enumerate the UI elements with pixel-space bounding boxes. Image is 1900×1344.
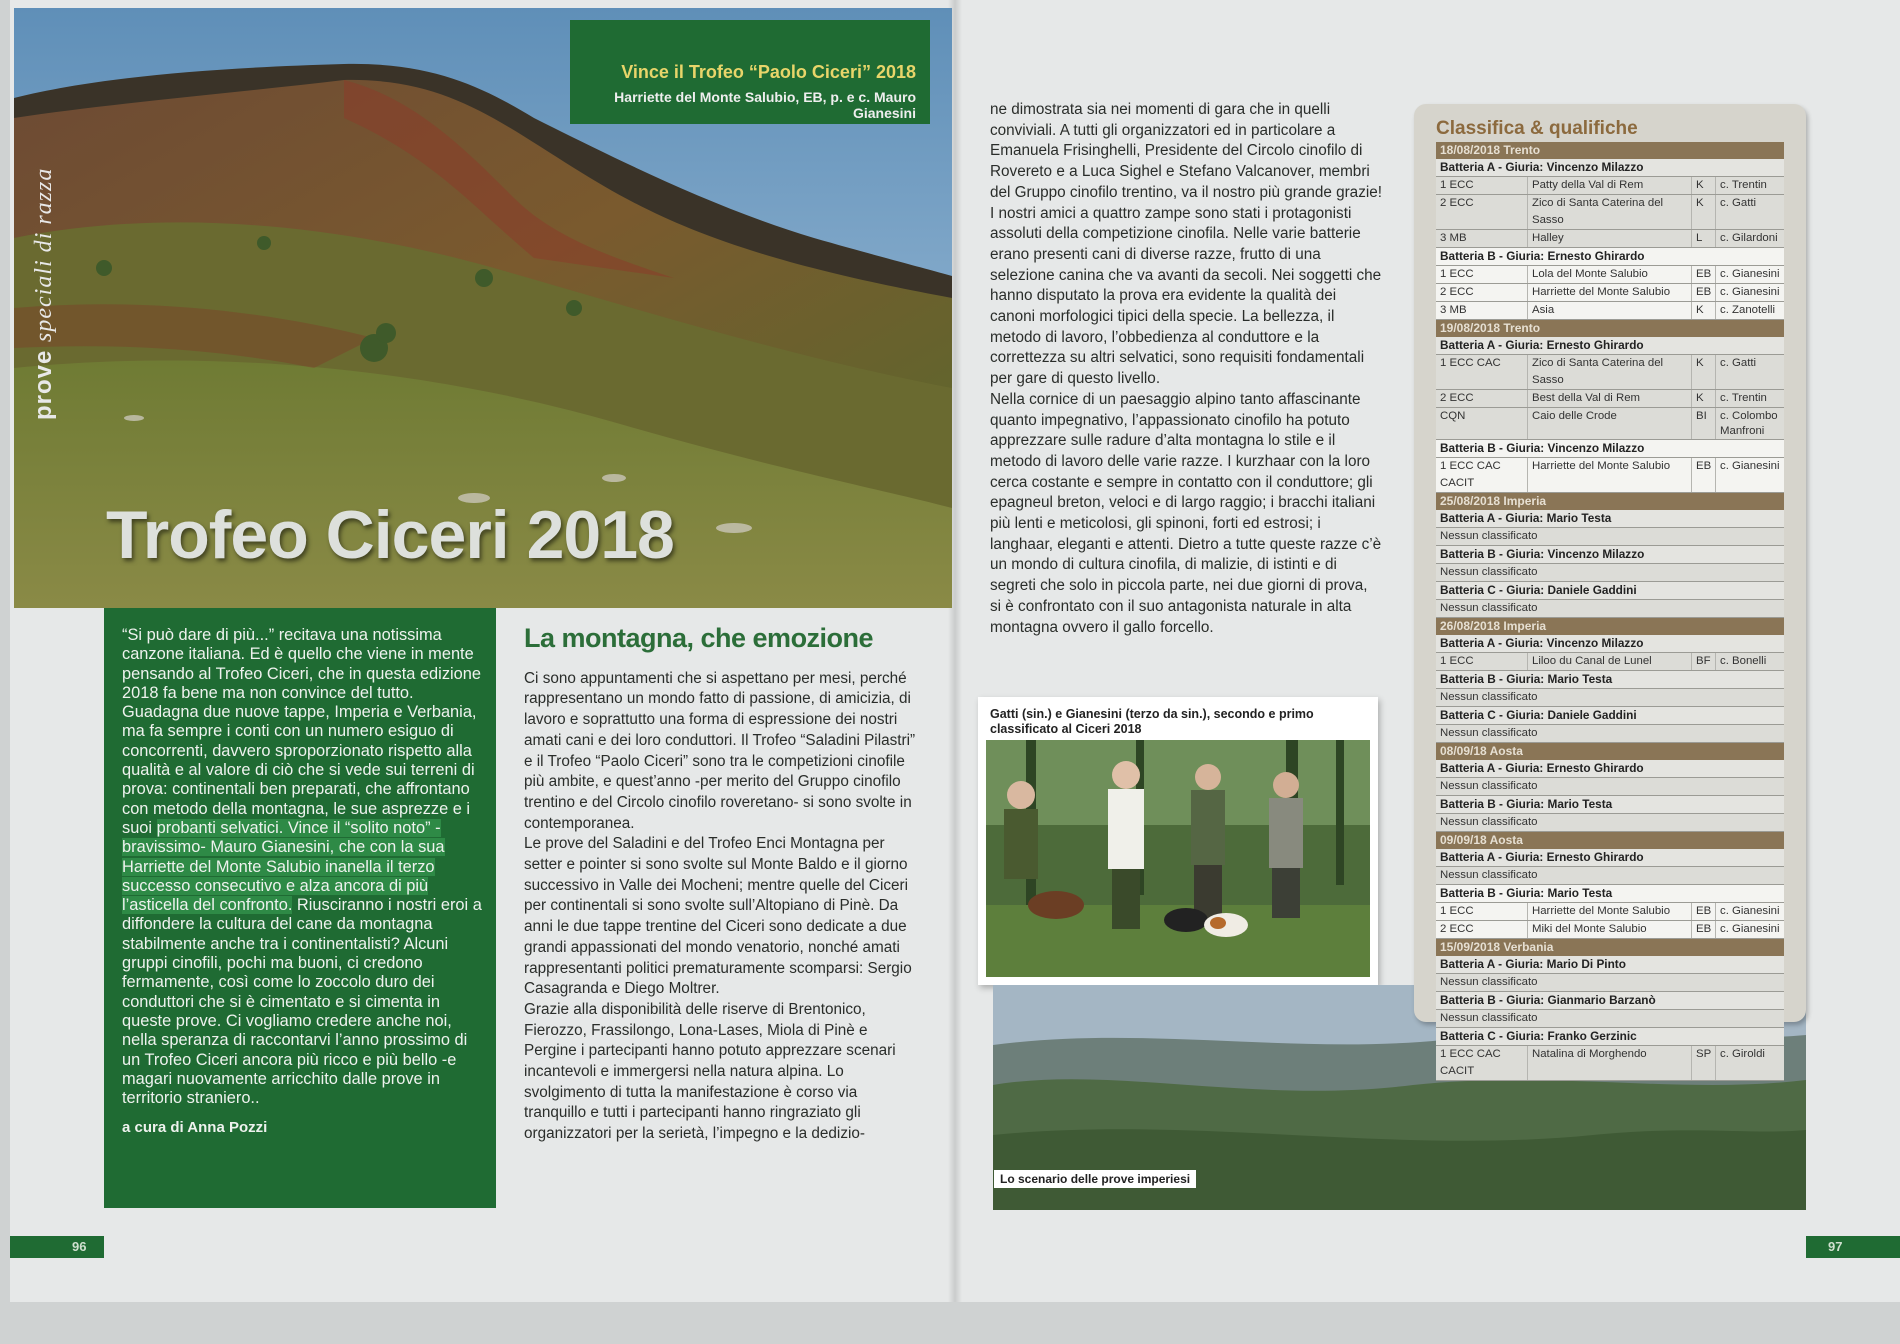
result-qualification: 1 ECC CAC	[1436, 355, 1528, 389]
result-qualification: 1 ECC	[1436, 177, 1528, 194]
battery-label: Batteria A - Giuria: Mario Di Pinto	[1436, 956, 1784, 974]
result-breed: K	[1692, 355, 1716, 389]
result-dog-name: Zico di Santa Caterina del Sasso	[1528, 195, 1692, 229]
article-column-right	[990, 100, 1382, 638]
results-battery	[1436, 760, 1784, 796]
results-title: Classifica & qualifiche	[1436, 118, 1638, 139]
no-classified: Nessun classificato	[1436, 600, 1784, 618]
results-battery	[1436, 796, 1784, 832]
results-date-header: 15/09/2018 Verbania	[1436, 939, 1784, 956]
battery-label: Batteria A - Giuria: Ernesto Ghirardo	[1436, 849, 1784, 867]
battery-label: Batteria A - Giuria: Ernesto Ghirardo	[1436, 337, 1784, 355]
landscape-caption: Lo scenario delle prove imperiesi	[994, 1170, 1196, 1188]
article-body-right: ne dimostrata sia nei momenti di gara che in quelli conviviali. A tutti gli organizzatori ed in particolare a Emanuela Frisinghelli, Presidente del Circolo cinofilo di Rovereto e a Luca Sighel e Stefano Valcanover, membri del Gruppo cinofilo trentino, va il nostro più grande grazie! I nostri amici a quattro zampe sono stati i protagonisti assoluti della competizione cinofila. Nelle varie batterie erano presenti cani di diverse razze, frutto di una selezione canina che va avanti da secoli. Nei soggetti che hanno disputato la prova era evidente la qualità dei canoni morfologici tipici della specie. La bellezza, il metodo di lavoro, l’obbedienza al conduttore e la correttezza su altri selvatici, sono requisiti fondamentali per gare di questo livello. Nella cornice di un paesaggio alpino tanto affascinante quanto impegnativo, l’appassionato cinofilo ha potuto apprezzare sulle radure d’alta montagna lo stile e il metodo di lavoro delle varie razze. I kurzhaar con la loro cerca costante e sempre in contatto con il conduttore; gli epagneul breton, veloci e di largo raggio; i bracchi italiani più lenti e meticolosi, gli spinoni, forti ed estrosi; i langhaar, eleganti e attenti. Dietro a tutte queste razze c’è un mondo di cultura cinofila, di malizie, di istinti e di segreti che solo in piccola parte, nei due giorni di prova, si è confrontato con il suo antagonista naturale in alta montagna ovvero il gallo forcello.	[990, 101, 1382, 636]
result-breed: K	[1692, 302, 1716, 319]
result-handler: c. Gianesini	[1720, 460, 1780, 472]
trophy-winner-box	[570, 20, 930, 124]
no-classified: Nessun classificato	[1436, 725, 1784, 743]
page-number-right: 97	[1806, 1236, 1900, 1258]
result-breed: BI	[1692, 408, 1716, 439]
results-battery	[1436, 337, 1784, 440]
table-row	[1436, 1046, 1784, 1081]
no-classified: Nessun classificato	[1436, 1010, 1784, 1028]
hero-mountain-photo	[14, 8, 952, 608]
result-handler: c. Trentin	[1720, 392, 1767, 404]
trophy-winner: Harriette del Monte Salubio, EB, p. e c. Mauro Gianesini	[614, 89, 916, 121]
battery-label: Batteria B - Giuria: Vincenzo Milazzo	[1436, 546, 1784, 564]
result-handler: c. Gianesini	[1720, 268, 1780, 280]
no-classified: Nessun classificato	[1436, 689, 1784, 707]
result-handler: c. Zanotelli	[1720, 304, 1776, 316]
result-dog-name: Lola del Monte Salubio	[1528, 266, 1692, 283]
result-breed: EB	[1692, 458, 1716, 492]
intro-text-highlight: probanti selvatici. Vince il “solito noto” -bravissimo- Mauro Gianesini, che con la sua Harriette del Monte Salubio inanella il terzo successo consecutivo e alza ancora di più l’asticella del confronto.	[122, 818, 445, 915]
result-qualification: 2 ECC	[1436, 390, 1528, 407]
result-qualification: 2 ECC	[1436, 284, 1528, 301]
author-signature: a cura di Anna Pozzi	[122, 1119, 268, 1137]
results-battery	[1436, 582, 1784, 618]
table-row	[1436, 408, 1784, 440]
result-handler: c. Gatti	[1720, 357, 1757, 369]
result-dog-name: Liloo du Canal de Lunel	[1528, 653, 1692, 670]
result-qualification: 2 ECC	[1436, 921, 1528, 938]
result-handler: c. Bonelli	[1720, 655, 1767, 667]
section-label	[30, 168, 58, 420]
battery-label: Batteria A - Giuria: Mario Testa	[1436, 510, 1784, 528]
results-battery	[1436, 992, 1784, 1028]
battery-label: Batteria B - Giuria: Ernesto Ghirardo	[1436, 248, 1784, 266]
battery-label: Batteria B - Giuria: Vincenzo Milazzo	[1436, 440, 1784, 458]
result-qualification: 2 ECC	[1436, 195, 1528, 229]
no-classified: Nessun classificato	[1436, 814, 1784, 832]
no-classified: Nessun classificato	[1436, 528, 1784, 546]
table-row	[1436, 390, 1784, 408]
table-row	[1436, 458, 1784, 493]
result-dog-name: Patty della Val di Rem	[1528, 177, 1692, 194]
intro-text-part1: “Si può dare di più...” recitava una notissima canzone italiana. Ed è quello che viene in mente pensando al Trofeo Ciceri, che in questa edizione 2018 fa bene ma non convince del tutto. Guadagna due nuove tappe, Imperia e Verbania, ma fa sempre i conti con un numero esiguo di concorrenti, davvero sproporzionato rispetto alla qualità e al valore di ciò che si vede sui terreni di prova: continentali ben preparati, che affrontano con metodo della montagna, le sue asprezze e i suoi	[122, 626, 482, 837]
table-row	[1436, 195, 1784, 230]
result-handler: c. Giroldi	[1720, 1048, 1765, 1060]
battery-label: Batteria B - Giuria: Gianmario Barzanò	[1436, 992, 1784, 1010]
result-dog-name: Zico di Santa Caterina del Sasso	[1528, 355, 1692, 389]
section-label-bold: prove	[30, 349, 57, 420]
result-qualification: 1 ECC	[1436, 266, 1528, 283]
result-dog-name: Asia	[1528, 302, 1692, 319]
result-qualification: 3 MB	[1436, 302, 1528, 319]
article-column-left	[524, 623, 916, 1145]
result-breed: EB	[1692, 921, 1716, 938]
results-battery	[1436, 248, 1784, 320]
no-classified: Nessun classificato	[1436, 564, 1784, 582]
table-row	[1436, 284, 1784, 302]
result-qualification: 3 MB	[1436, 230, 1528, 247]
result-breed: BF	[1692, 653, 1716, 670]
intro-box	[104, 608, 496, 1208]
table-row	[1436, 355, 1784, 390]
battery-label: Batteria B - Giuria: Mario Testa	[1436, 885, 1784, 903]
no-classified: Nessun classificato	[1436, 867, 1784, 885]
result-handler: c. Gianesini	[1720, 905, 1780, 917]
battery-label: Batteria C - Giuria: Franko Gerzinic	[1436, 1028, 1784, 1046]
result-dog-name: Halley	[1528, 230, 1692, 247]
result-handler: c. Colombo Manfroni	[1720, 410, 1778, 437]
article-body-left: Ci sono appuntamenti che si aspettano per mesi, perché rappresentano un mondo fatto di passione, di amicizia, di lavoro e soprattutto una forma di espressione dei nostri amati cani e dei loro conduttori. Il Trofeo “Saladini Pilastri” e il Trofeo “Paolo Ciceri” sono tra le competizioni cinofile più ambite, e quest’anno -per merito del Gruppo cinofilo trentino e del Circolo cinofilo roveretano- si sono svolte in contemporanea. Le prove del Saladini e del Trofeo Enci Montagna per setter e pointer si sono svolte sul Monte Baldo e il giorno successivo in Valle dei Mocheni; mentre quelle del Ciceri per continentali si sono svolte sull’Altopiano di Pinè. Da anni le due tappe trentine del Ciceri sono dedicate a due grandi appassionati del mondo venatorio, nonché amati rappresentanti politici prematuramente scomparsi: Sergio Casagranda e Diego Moltrer. Grazie alla disponibilità delle riserve di Brentonico, Fierozzo, Frassilongo, Lona-Lases, Miola di Pinè e Pergine i partecipanti hanno potuto apprezzare scenari incantevoli e immergersi nella natura alpina. Lo svolgimento di tutta la manifestazione è corso via tranquillo e tutti i partecipanti hanno ringraziato gli organizzatori per la serietà, l’impegno e la dedizio-	[524, 669, 916, 1143]
article-title: Trofeo Ciceri 2018	[106, 497, 674, 573]
results-battery	[1436, 707, 1784, 743]
result-breed: EB	[1692, 266, 1716, 283]
intro-text	[122, 626, 482, 1108]
battery-label: Batteria C - Giuria: Daniele Gaddini	[1436, 582, 1784, 600]
battery-label: Batteria C - Giuria: Daniele Gaddini	[1436, 707, 1784, 725]
result-qualification: 1 ECC	[1436, 653, 1528, 670]
results-date-header: 18/08/2018 Trento	[1436, 142, 1784, 159]
result-breed: EB	[1692, 903, 1716, 920]
results-date-header: 09/09/18 Aosta	[1436, 832, 1784, 849]
results-battery	[1436, 440, 1784, 493]
results-date-header: 08/09/18 Aosta	[1436, 743, 1784, 760]
table-row	[1436, 653, 1784, 671]
results-battery	[1436, 1028, 1784, 1081]
table-row	[1436, 302, 1784, 320]
result-handler: c. Trentin	[1720, 179, 1767, 191]
results-date-header: 26/08/2018 Imperia	[1436, 618, 1784, 635]
results-battery	[1436, 671, 1784, 707]
results-date-header: 19/08/2018 Trento	[1436, 320, 1784, 337]
section-label-italic: speciali di razza	[31, 167, 57, 342]
battery-label: Batteria A - Giuria: Vincenzo Milazzo	[1436, 635, 1784, 653]
no-classified: Nessun classificato	[1436, 778, 1784, 796]
intro-text-part2: Riusciranno i nostri eroi a diffondere la cultura del cane da montagna stabilmente anche tra i continentalisti? Alcuni gruppi cinofili, pochi ma buoni, ci credono fermamente, così come lo zoccolo duro dei conduttori che si è cimentato e si cimenta in queste prove. Ci vogliamo credere anche noi, nella speranza di raccontarvi l’anno prossimo di un Trofeo Ciceri ancora più ricco e più bello -e magari nuovamente arricchito dalle prove in territorio straniero..	[122, 896, 482, 1108]
result-handler: c. Gilardoni	[1720, 232, 1778, 244]
result-breed: L	[1692, 230, 1716, 247]
result-breed: K	[1692, 390, 1716, 407]
result-dog-name: Caio delle Crode	[1528, 408, 1692, 439]
results-battery	[1436, 510, 1784, 546]
trophy-headline: Vince il Trofeo “Paolo Ciceri” 2018	[621, 62, 916, 82]
result-breed: K	[1692, 195, 1716, 229]
result-breed: SP	[1692, 1046, 1716, 1080]
results-battery	[1436, 546, 1784, 582]
result-breed: EB	[1692, 284, 1716, 301]
table-row	[1436, 266, 1784, 284]
result-dog-name: Harriette del Monte Salubio	[1528, 284, 1692, 301]
table-row	[1436, 177, 1784, 195]
results-date-header: 25/08/2018 Imperia	[1436, 493, 1784, 510]
table-row	[1436, 921, 1784, 939]
result-dog-name: Best della Val di Rem	[1528, 390, 1692, 407]
photo-caption: Gatti (sin.) e Gianesini (terzo da sin.), secondo e primo classificato al Ciceri 2018	[986, 705, 1374, 740]
result-qualification: 1 ECC	[1436, 903, 1528, 920]
winners-photo-image	[986, 705, 1370, 977]
results-body	[1436, 142, 1784, 1081]
winners-photo	[978, 697, 1378, 985]
result-handler: c. Gatti	[1720, 197, 1757, 209]
table-row	[1436, 230, 1784, 248]
battery-label: Batteria A - Giuria: Ernesto Ghirardo	[1436, 760, 1784, 778]
section-heading: La montagna, che emozione	[524, 623, 874, 653]
result-qualification: 1 ECC CAC CACIT	[1436, 1046, 1528, 1080]
battery-label: Batteria A - Giuria: Vincenzo Milazzo	[1436, 159, 1784, 177]
result-dog-name: Miki del Monte Salubio	[1528, 921, 1692, 938]
results-battery	[1436, 849, 1784, 885]
table-row	[1436, 903, 1784, 921]
battery-label: Batteria B - Giuria: Mario Testa	[1436, 671, 1784, 689]
results-battery	[1436, 885, 1784, 939]
no-classified: Nessun classificato	[1436, 974, 1784, 992]
result-handler: c. Gianesini	[1720, 286, 1780, 298]
result-qualification: CQN	[1436, 408, 1528, 439]
results-battery	[1436, 956, 1784, 992]
result-handler: c. Gianesini	[1720, 923, 1780, 935]
results-battery	[1436, 635, 1784, 671]
battery-label: Batteria B - Giuria: Mario Testa	[1436, 796, 1784, 814]
result-qualification: 1 ECC CAC CACIT	[1436, 458, 1528, 492]
results-table	[1414, 104, 1806, 1077]
result-dog-name: Harriette del Monte Salubio	[1528, 903, 1692, 920]
result-dog-name: Harriette del Monte Salubio	[1528, 458, 1692, 492]
result-breed: K	[1692, 177, 1716, 194]
page-number-left: 96	[10, 1236, 104, 1258]
result-dog-name: Natalina di Morghendo	[1528, 1046, 1692, 1080]
results-battery	[1436, 159, 1784, 248]
